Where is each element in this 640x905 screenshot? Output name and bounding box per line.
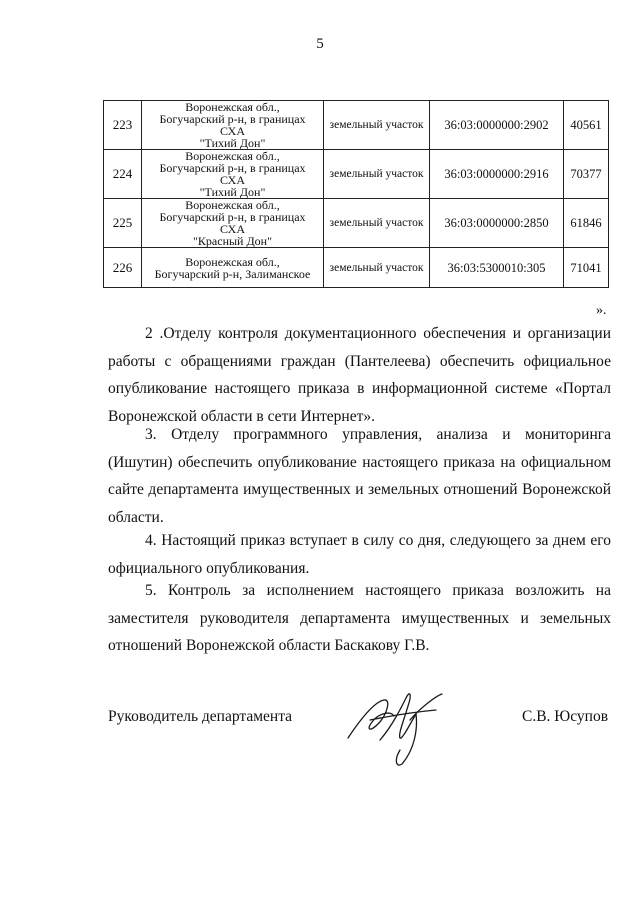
paragraph-4: 4. Настоящий приказ вступает в силу со дня, следующего за днем его официального опубликования. bbox=[108, 532, 611, 577]
row-address bbox=[142, 199, 324, 248]
row-cadastral: 36:03:0000000:2902 bbox=[430, 101, 564, 150]
address-line: Богучарский р-н, в границах СХА bbox=[159, 210, 306, 236]
parcels-table bbox=[103, 100, 609, 288]
row-kind: земельный участок bbox=[324, 248, 430, 288]
row-cadastral: 36:03:0000000:2916 bbox=[430, 150, 564, 199]
address-line: Воронежская обл., bbox=[185, 100, 280, 114]
table-row bbox=[104, 150, 609, 199]
address-line: Воронежская обл., bbox=[185, 198, 280, 212]
table-row bbox=[104, 199, 609, 248]
row-number: 224 bbox=[104, 150, 142, 199]
row-number: 225 bbox=[104, 199, 142, 248]
address-line: Воронежская обл., bbox=[185, 254, 280, 269]
address-line: "Тихий Дон" bbox=[199, 136, 266, 150]
row-area: 61846 bbox=[564, 199, 609, 248]
row-area: 70377 bbox=[564, 150, 609, 199]
address-line: Богучарский р-н, Залиманское bbox=[154, 266, 311, 281]
handwritten-signature bbox=[340, 680, 460, 770]
row-cadastral: 36:03:0000000:2850 bbox=[430, 199, 564, 248]
page-number: 5 bbox=[316, 36, 324, 52]
row-kind: земельный участок bbox=[324, 150, 430, 199]
row-kind: земельный участок bbox=[324, 101, 430, 150]
row-cadastral: 36:03:5300010:305 bbox=[430, 248, 564, 288]
signatory-name: С.В. Юсупов bbox=[522, 708, 609, 725]
table-row bbox=[104, 248, 609, 288]
signatory-title: Руководитель департамента bbox=[108, 708, 293, 725]
row-number: 223 bbox=[104, 101, 142, 150]
row-address bbox=[142, 248, 324, 288]
paragraph-2: 2 .Отделу контроля документационного обеспечения и организации работы с обращениями граждан (Пантелеева) обеспечить официальное опубликование настоящего приказа в информационной системе «Портал Воронежской области в сети Интернет». bbox=[108, 325, 611, 425]
paragraph-5: 5. Контроль за исполнением настоящего приказа возложить на заместителя руководителя департамента имущественных и земельных отношений Воронежской области Баскакову Г.В. bbox=[108, 582, 611, 654]
row-kind: земельный участок bbox=[324, 199, 430, 248]
row-address bbox=[142, 150, 324, 199]
address-line: Воронежская обл., bbox=[185, 149, 280, 163]
paragraph-3: 3. Отделу программного управления, анализа и мониторинга (Ишутин) обеспечить опубликование настоящего приказа на официальном сайте департамента имущественных и земельных отношений Воронежской области. bbox=[108, 426, 611, 526]
address-line: Богучарский р-н, в границах СХА bbox=[159, 112, 306, 138]
row-area: 40561 bbox=[564, 101, 609, 150]
closing-quote: ». bbox=[596, 303, 607, 318]
address-line: "Красный Дон" bbox=[193, 234, 272, 248]
address-line: "Тихий Дон" bbox=[199, 185, 266, 199]
row-area: 71041 bbox=[564, 248, 609, 288]
address-line: Богучарский р-н, в границах СХА bbox=[159, 161, 306, 187]
row-number: 226 bbox=[104, 248, 142, 288]
table-row bbox=[104, 101, 609, 150]
row-address bbox=[142, 101, 324, 150]
